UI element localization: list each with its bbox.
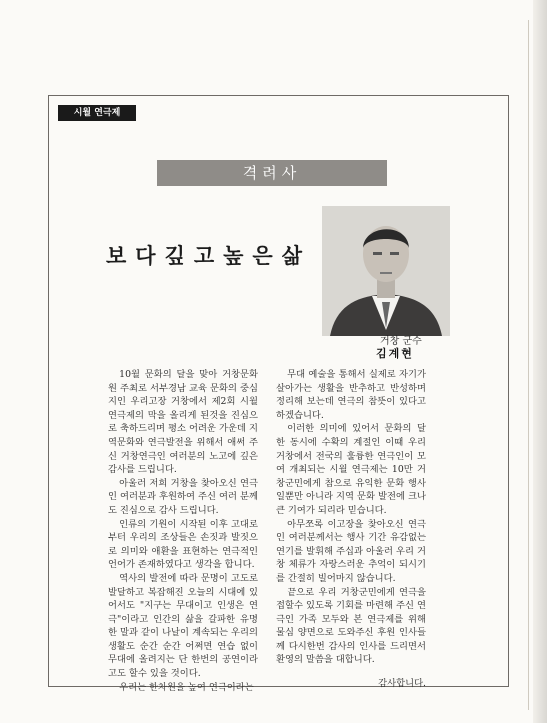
left-column <box>108 368 258 694</box>
paragraph: 무대 예술을 통해서 실제로 자기가 살아가는 생활을 반추하고 반성하며 정리해 보는데 연극의 참뜻이 있다고 하겠습니다. <box>276 369 426 421</box>
paragraph: 인류의 기원이 시작된 이후 고대로 부터 우리의 조상들은 손짓과 발짓으로 의미와 애환을 표현하는 연극적인 언어가 존재하였다고 생각을 합니다. <box>108 518 258 571</box>
article-title: 보다깊고높은삶 <box>106 244 312 268</box>
portrait-image <box>322 206 450 336</box>
right-column <box>276 368 426 691</box>
paragraph: 끝으로 우리 거창군민에게 연극을 접할수 있도록 기회를 마련해 주신 연극인 가족 모두와 본 연극제를 위해 물심 양면으로 도와주신 후원 인사들께 다시한번 감사의 인사를 드리면서 환영의 말씀을 대합니다. <box>276 586 426 666</box>
section-tag: 시월 연극제 <box>58 105 136 121</box>
author-photo <box>322 206 450 336</box>
paragraph: 이러한 의미에 있어서 문화의 달 한 동시에 수확의 계절인 이때 우리 거창에서 전국의 훌륭한 연극인이 모여 개최되는 시월 연극제는 10만 거창군민에게 참으로 유익한 문화 행사 일뿐만 아니라 지역 문화 발전에 크나큰 기여가 되리라 믿습니다. <box>276 423 426 516</box>
paragraph: 10월 문화의 달을 맞아 거창문화원 주최로 서부경남 교육 문화의 중심지인 우리고장 거창에서 제2회 시월 연극제의 막을 올리게 된것을 진심으로 축하드리며 평소 어려운 가운데 지역문화와 연극발전을 위해서 애써 주신 거창연극인 여러분의 노고에 깊은 감사를 드립니다. <box>108 369 258 476</box>
paragraph: 역사의 발전에 따라 문명이 고도로 발달하고 복잡해진 오늘의 시대에 있어서도 "지구는 무대이고 인생은 연극"이라고 인간의 삶을 갈파한 유명한 말과 같이 나날이 계속되는 우리의 생활도 순간 순간 어쩌면 연습 없이 무대에 올려지는 단 한번의 공연이라고도 할수 있을 것이다. <box>108 572 258 680</box>
gutter-line <box>528 20 529 710</box>
author-role: 거창 군수 <box>380 336 422 347</box>
article-banner: 격려사 <box>157 160 387 186</box>
paragraph: 아무쪼록 이고장을 찾아오신 연극인 여러분께서는 행사 기간 유감없는 연기를 발휘해 주십과 아울러 우리 거창 체류가 자랑스러운 추억이 되시기를 간절히 빌어마지 않습니다. <box>276 518 426 584</box>
paragraph: 아울러 저희 거창을 찾아오신 연극인 여러분과 후원하여 주신 여러 분께도 진심으로 감사 드립니다. <box>108 477 258 516</box>
author-name: 김계현 <box>376 347 414 360</box>
closing-signoff: 감사합니다. <box>378 678 426 690</box>
page-edge <box>533 0 547 723</box>
paragraph: 우리는 한차원을 높여 연극이라는 <box>119 681 254 693</box>
